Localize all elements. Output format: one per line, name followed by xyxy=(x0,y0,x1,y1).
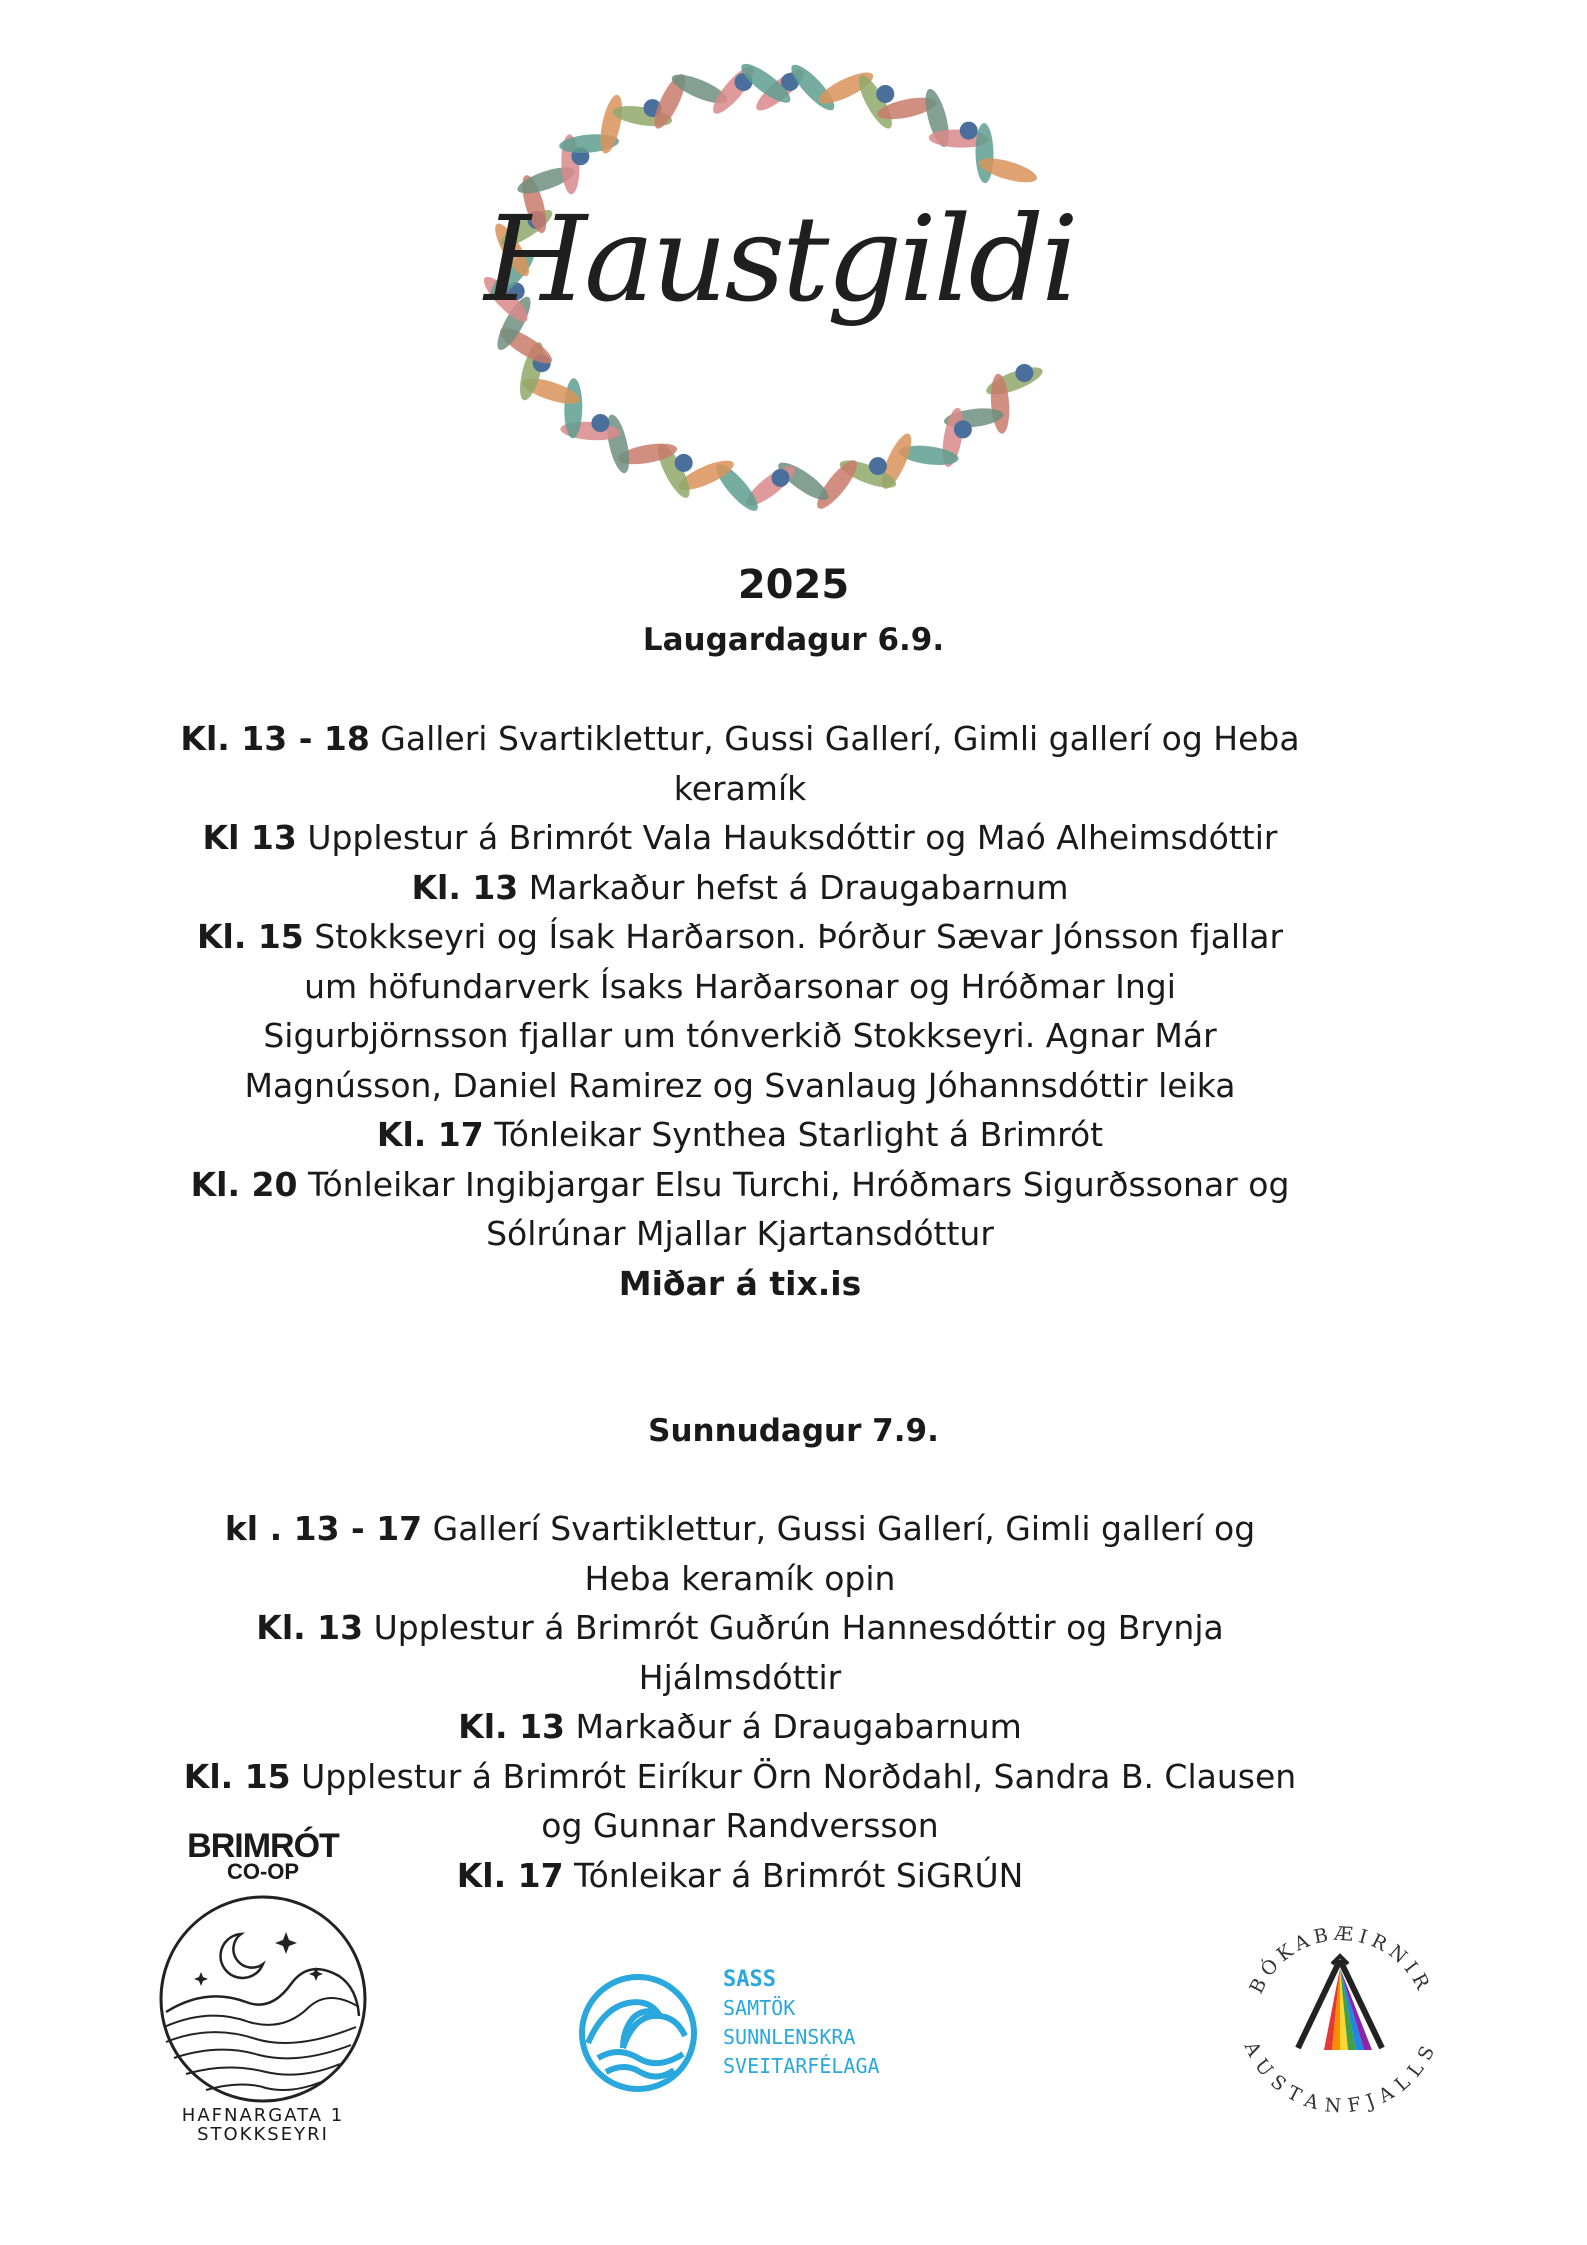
sunday-heading: Sunnudagur 7.9. xyxy=(648,1413,939,1449)
brimrot-address xyxy=(148,2105,378,2144)
sass-line-3: SVEITARFÉLAGA xyxy=(723,2054,880,2078)
address-line-2: STOKKSEYRI xyxy=(197,2124,329,2145)
address-line-1: HAFNARGATA 1 xyxy=(181,2105,345,2126)
saturday-program xyxy=(180,714,1300,1308)
sass-line-2: SUNNLENSKRA xyxy=(723,2025,856,2049)
program-text: Tónleikar Synthea Starlight á Brimrót xyxy=(483,1115,1104,1154)
wreath-berry xyxy=(1015,364,1033,382)
program-time: Kl. 20 xyxy=(190,1164,298,1204)
program-text: Upplestur á Brimrót Eiríkur Örn Norðdahl, Sandra B. Clausen og Gunnar Randversson xyxy=(290,1756,1297,1845)
wreath-berry xyxy=(675,454,693,472)
program-text: Stokkseyri og Ísak Harðarson. Þórður Sævar Jónsson fjallar um höfundarverk Ísaks Harðarsonar og Hróðmar Ingi Sigurbjörnsson fjallar um tónverkið Stokkseyri. Agnar Már Magnússon, Daniel Ramirez og Svanlaug Jóhannsdóttir leika xyxy=(244,917,1284,1105)
program-text: Tónleikar á Brimrót SiGRÚN xyxy=(563,1855,1024,1895)
sass-text xyxy=(723,1965,880,2081)
tickets-text: Miðar á tix.is xyxy=(618,1263,862,1303)
program-time: Kl. 13 xyxy=(256,1608,364,1647)
saturday-heading: Laugardagur 6.9. xyxy=(642,622,945,658)
wreath-leaf xyxy=(853,71,898,132)
program-time: Kl. 17 xyxy=(456,1855,564,1895)
bokabaeirnir-top-text: BÓKABÆIRNIR xyxy=(1245,1922,1436,1998)
haustgildi-title: Haustgildi xyxy=(484,190,1076,328)
program-item xyxy=(180,1160,1300,1259)
bokabaeirnir-bottom-text: AUSTANFJALLS xyxy=(1239,2038,1442,2118)
wreath-berry xyxy=(869,457,887,475)
program-item xyxy=(180,714,1300,813)
program-item xyxy=(180,1702,1300,1752)
program-time: Kl. 17 xyxy=(376,1115,484,1154)
brimrot-name: BRIMRÓT xyxy=(187,1827,339,1865)
program-text: Markaður á Draugabarnum xyxy=(565,1707,1022,1746)
wreath-leaf xyxy=(975,123,994,183)
program-item xyxy=(180,813,1300,863)
program-item xyxy=(180,1603,1300,1702)
program-text: Tónleikar Ingibjargar Elsu Turchi, Hróðmars Sigurðssonar og Sólrúnar Mjallar Kjartansdóttur xyxy=(297,1164,1290,1253)
program-time: Kl. 13 - 18 xyxy=(180,719,370,758)
program-text: Galleri Svartiklettur, Gussi Gallerí, Gimli gallerí og Heba keramík xyxy=(369,719,1300,808)
wreath-berry xyxy=(876,85,894,103)
program-time: kl . 13 - 17 xyxy=(224,1509,423,1548)
bokabaeirnir-logo xyxy=(1228,1898,1453,2123)
program-item xyxy=(180,912,1300,1110)
program-item xyxy=(180,1504,1300,1603)
program-item xyxy=(180,863,1300,913)
program-text: Upplestur á Brimrót Guðrún Hannesdóttir og Brynja Hjálmsdóttir xyxy=(363,1608,1224,1697)
tickets-note xyxy=(180,1259,1300,1309)
sass-abbr: SASS xyxy=(723,1967,776,1992)
wave-moon-icon xyxy=(156,1892,370,2106)
sass-line-1: SAMTÖK xyxy=(723,1996,796,2020)
program-time: Kl. 15 xyxy=(183,1756,291,1796)
wreath-berry xyxy=(954,420,972,438)
wreath-berry xyxy=(960,122,978,140)
wreath-berry xyxy=(591,414,609,432)
sass-logo xyxy=(578,1965,998,2115)
program-time: Kl. 13 xyxy=(411,867,519,907)
program-text: Markaður hefst á Draugabarnum xyxy=(518,867,1069,907)
program-text: Upplestur á Brimrót Vala Hauksdóttir og Maó Alheimsdóttir xyxy=(296,818,1278,857)
program-item xyxy=(180,1110,1300,1160)
program-time: Kl. 15 xyxy=(196,917,304,956)
brimrot-logo xyxy=(148,1827,378,2120)
sass-wave-icon xyxy=(578,1973,698,2093)
program-text: Gallerí Svartiklettur, Gussi Gallerí, Gimli gallerí og Heba keramík opin xyxy=(422,1509,1256,1598)
program-time: Kl. 13 xyxy=(458,1707,566,1746)
brimrot-coop: CO-OP xyxy=(226,1859,300,1884)
program-time: Kl 13 xyxy=(202,818,297,857)
year-heading: 2025 xyxy=(737,562,850,608)
wreath-berry xyxy=(772,469,790,487)
haustgildi-wreath-logo xyxy=(455,30,1105,540)
